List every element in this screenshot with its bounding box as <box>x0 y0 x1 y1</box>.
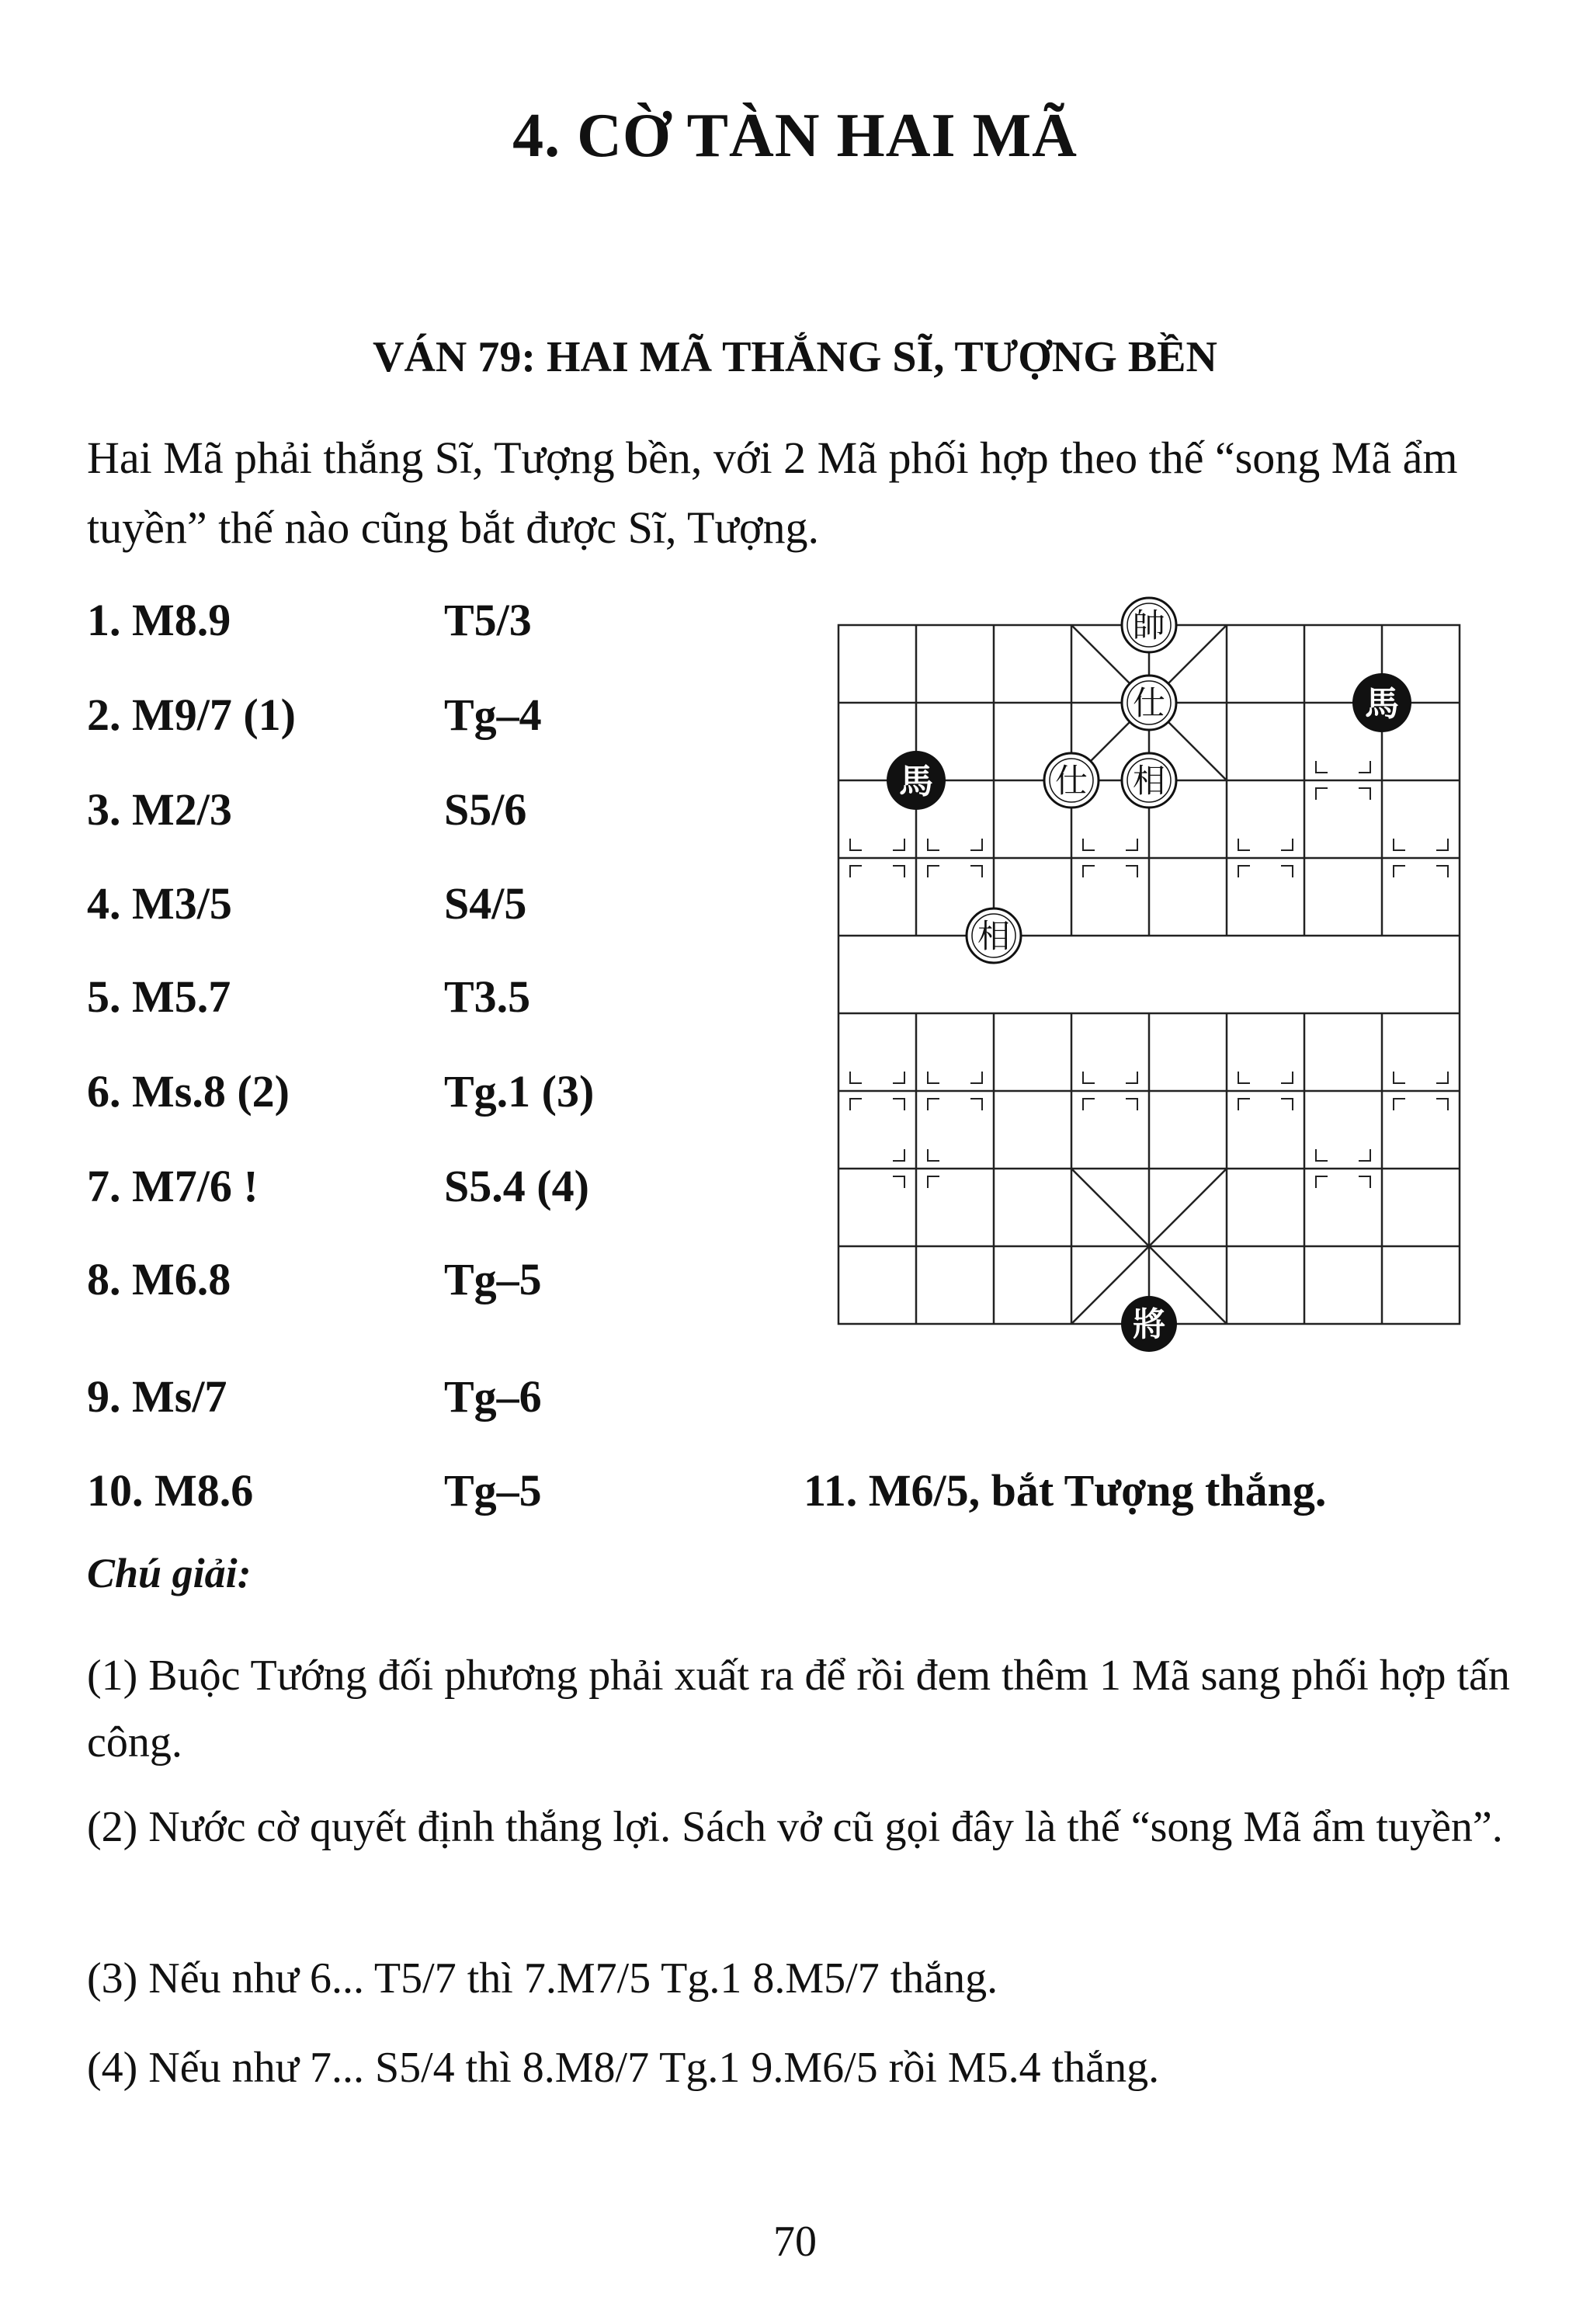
page-number: 70 <box>773 2218 817 2266</box>
move-red: 10. M8.6 <box>87 1465 254 1516</box>
move-black: S5/6 <box>444 784 527 835</box>
move-red: 2. M9/7 (1) <box>87 690 296 740</box>
move-black: T3.5 <box>444 971 531 1022</box>
chapter-title: 4. CỜ TÀN HAI MÃ <box>512 102 1078 170</box>
move-black: S4/5 <box>444 878 527 929</box>
note-paragraph: (2) Nước cờ quyết định thắng lợi. Sách vở cũ gọi đây là thế “song Mã ẩm tuyền”. <box>87 1803 1503 1851</box>
piece-black-advisor <box>1122 676 1176 730</box>
note-paragraph: (3) Nếu như 6... T5/7 thì 7.M7/5 Tg.1 8.M5/7 thắng. <box>87 1954 998 2003</box>
piece-red-horse <box>887 751 946 810</box>
move-red: 6. Ms.8 (2) <box>87 1066 290 1117</box>
piece-black-advisor <box>1044 753 1099 808</box>
piece-black-elephant <box>1122 753 1176 808</box>
move-black: Tg–4 <box>444 690 542 740</box>
move-black: Tg–6 <box>444 1371 542 1422</box>
xiangqi-board-diagram <box>823 578 1475 1355</box>
move-black: S5.4 (4) <box>444 1161 589 1211</box>
piece-label: 相 <box>977 919 1011 955</box>
intro-paragraph: Hai Mã phải thắng Sĩ, Tượng bền, với 2 Mã phối hợp theo thế “song Mã ẩm tuyền” thế nào cũng bắt được Sĩ, Tượng. <box>87 432 1458 553</box>
piece-black-elephant <box>967 908 1021 963</box>
move-black: T5/3 <box>444 595 532 645</box>
move-red: 4. M3/5 <box>87 878 232 929</box>
move-black: Tg–5 <box>444 1254 542 1304</box>
game-title: VÁN 79: HAI MÃ THẮNG SĨ, TƯỢNG BỀN <box>373 333 1217 381</box>
move-black: Tg–5 <box>444 1465 542 1516</box>
piece-label: 馬 <box>899 763 933 801</box>
piece-label: 相 <box>1132 764 1166 800</box>
final-move: 11. M6/5, bắt Tượng thắng. <box>804 1465 1327 1516</box>
move-red: 3. M2/3 <box>87 784 232 835</box>
move-red: 7. M7/6 ! <box>87 1161 259 1211</box>
piece-label: 馬 <box>1365 685 1399 723</box>
note-paragraph: (4) Nếu như 7... S5/4 thì 8.M8/7 Tg.1 9.M6/5 rồi M5.4 thắng. <box>87 2044 1160 2092</box>
move-red: 5. M5.7 <box>87 971 231 1022</box>
move-black: Tg.1 (3) <box>444 1066 595 1117</box>
move-red: 8. M6.8 <box>87 1254 231 1304</box>
piece-label: 仕 <box>1054 764 1088 800</box>
notes-heading: Chú giải: <box>87 1550 252 1596</box>
piece-label: 仕 <box>1132 686 1166 722</box>
piece-black-general <box>1122 598 1176 652</box>
piece-red-general <box>1121 1296 1177 1352</box>
note-paragraph: (1) Buộc Tướng đối phương phải xuất ra để rồi đem thêm 1 Mã sang phối hợp tấn công. <box>87 1652 1510 1766</box>
piece-label: 帥 <box>1132 609 1166 644</box>
move-red: 1. M8.9 <box>87 595 231 645</box>
piece-label: 將 <box>1132 1308 1166 1343</box>
move-red: 9. Ms/7 <box>87 1371 227 1422</box>
piece-red-horse <box>1352 673 1411 732</box>
